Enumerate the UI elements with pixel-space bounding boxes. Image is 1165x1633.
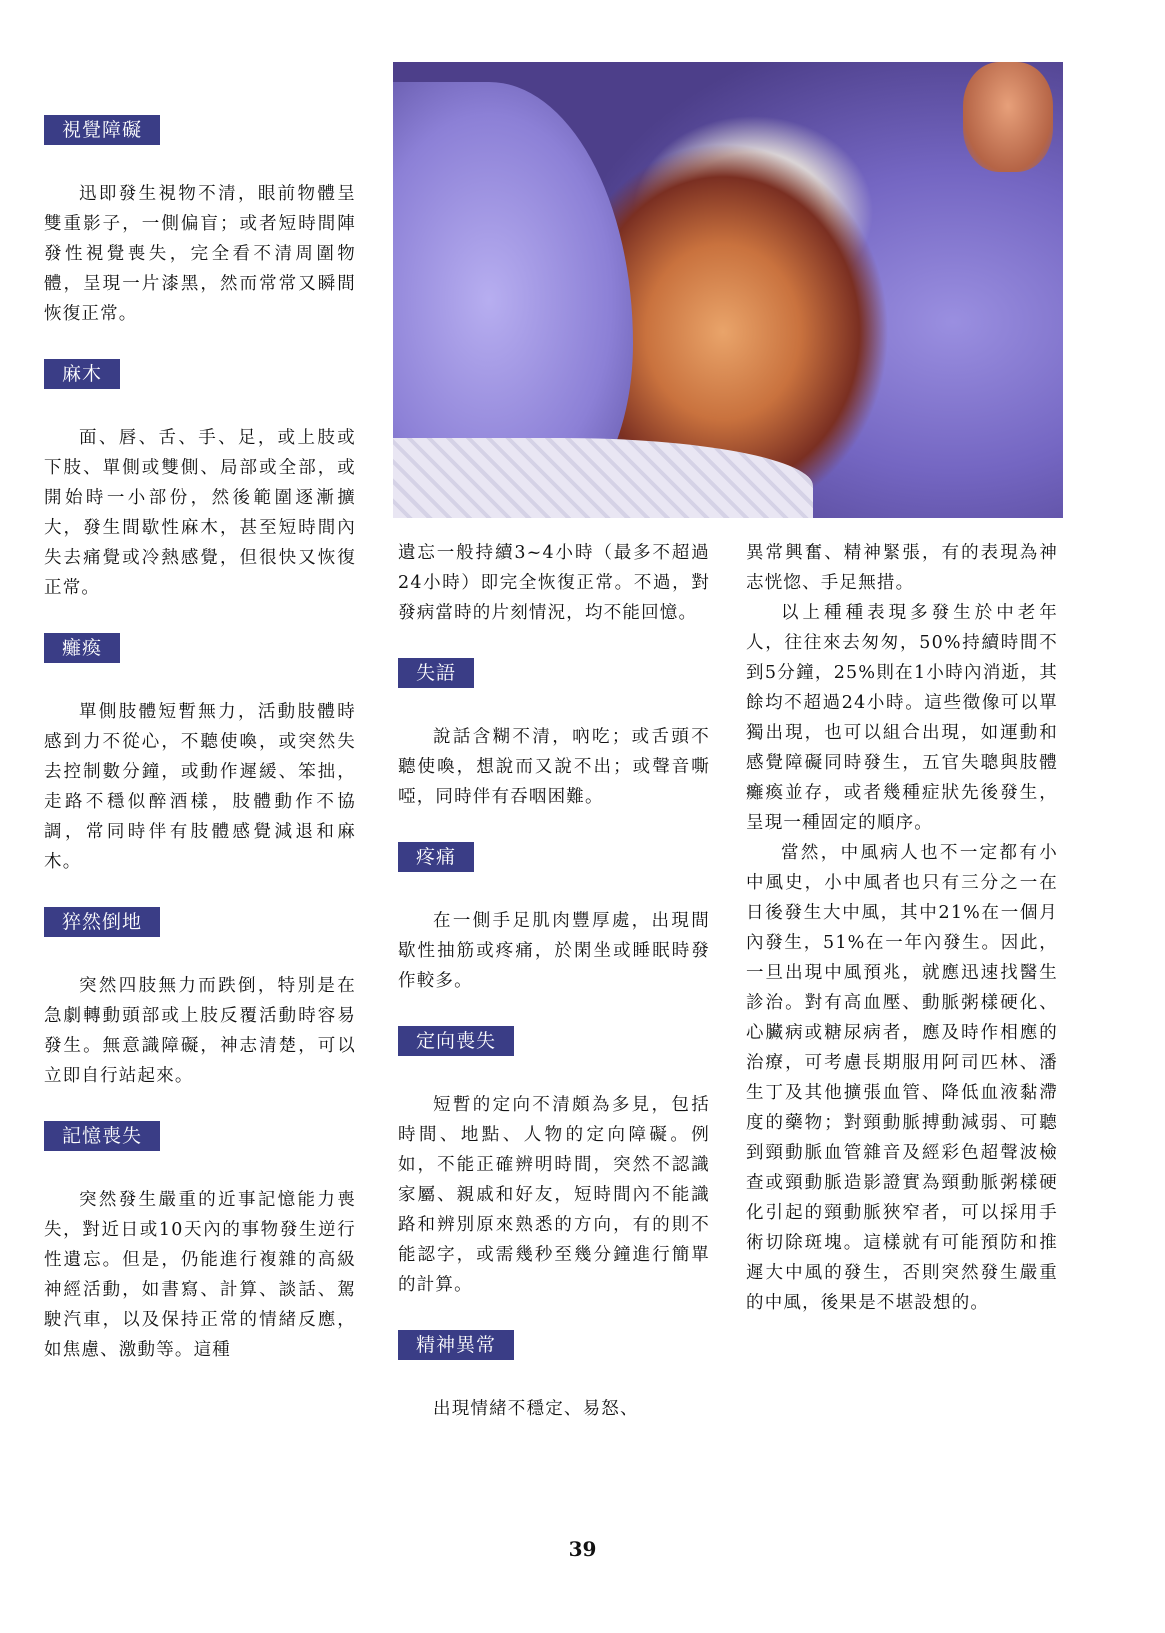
body-paragraph: 當然，中風病人也不一定都有小中風史，小中風者也只有三分之一在日後發生大中風，其中21%在一個月內發生，51%在一年內發生。因此，一旦出現中風預兆，就應迅速找醫生診治。對有高血壓、動脈粥樣硬化、心臟病或糖尿病者，應及時作相應的治療，可考慮長期服用阿司匹林、潘生丁及其他擴張血管、降低血液黏滯度的藥物；對頸動脈搏動減弱、可聽到頸動脈血管雜音及經彩色超聲波檢查或頸動脈造影證實為頸動脈粥樣硬化引起的頸動脈狹窄者，可以採用手術切除斑塊。這樣就有可能預防和推遲大中風的發生，否則突然發生嚴重的中風，後果是不堪設想的。 [746, 843, 1058, 1313]
section-mental-abnormality [398, 1330, 710, 1424]
section-disorientation [398, 1026, 710, 1300]
section-paragraph: 在一側手足肌肉豐厚處，出現間歇性抽筋或疼痛，於閑坐或睡眠時發作較多。 [398, 911, 710, 991]
section-paragraph: 迅即發生視物不清，眼前物體呈雙重影子，一側偏盲；或者短時間陣發性視覺喪失，完全看不清周圍物體，呈現一片漆黑，然而常常又瞬間恢復正常。 [44, 184, 356, 324]
section-memory-loss [44, 1121, 356, 1365]
hospital-gown [393, 438, 813, 518]
section-heading: 失語 [398, 658, 474, 688]
section-heading: 視覺障礙 [44, 115, 160, 145]
section-heading: 麻木 [44, 359, 120, 389]
left-column [44, 115, 356, 1365]
section-heading: 疼痛 [398, 842, 474, 872]
section-visual [44, 115, 356, 329]
section-paragraph: 說話含糊不清，吶吃；或舌頭不聽使喚，想說而又說不出；或聲音嘶啞，同時伴有吞咽困難。 [398, 727, 710, 807]
caregiver-hand [963, 62, 1053, 172]
section-heading: 記憶喪失 [44, 1121, 160, 1151]
section-heading: 精神異常 [398, 1330, 514, 1360]
section-heading: 癱瘓 [44, 633, 120, 663]
section-sudden-fall [44, 907, 356, 1091]
section-paragraph: 短暫的定向不清頗為多見，包括時間、地點、人物的定向障礙。例如，不能正確辨明時間，突然不認識家屬、親戚和好友，短時間內不能識路和辨別原來熟悉的方向，有的則不能認字，或需幾秒至幾分鐘進行簡單的計算。 [398, 1095, 710, 1295]
section-paragraph: 突然四肢無力而跌倒，特別是在急劇轉動頭部或上肢反覆活動時容易發生。無意識障礙，神志清楚，可以立即自行站起來。 [44, 976, 356, 1086]
section-pain [398, 842, 710, 996]
section-paragraph: 出現情緒不穩定、易怒、 [433, 1399, 639, 1419]
section-paralysis [44, 633, 356, 877]
right-column [746, 538, 1058, 1318]
continued-paragraph: 遺忘一般持續3~4小時（最多不超過24小時）即完全恢復正常。不過，對發病當時的片刻情況，均不能回憶。 [398, 543, 710, 623]
continued-paragraph: 異常興奮、精神緊張，有的表現為神志恍惚、手足無措。 [746, 543, 1058, 593]
section-numbness [44, 359, 356, 603]
section-paragraph: 面、唇、舌、手、足，或上肢或下肢、單側或雙側、局部或全部，或開始時一小部份，然後範圍逐漸擴大，發生間歇性麻木，甚至短時間內失去痛覺或冷熱感覺，但很快又恢復正常。 [44, 428, 356, 598]
section-paragraph: 突然發生嚴重的近事記憶能力喪失，對近日或10天內的事物發生逆行性遺忘。但是，仍能進行複雜的高級神經活動，如書寫、計算、談話、駕駛汽車，以及保持正常的情緒反應，如焦慮、激動等。這種 [44, 1190, 356, 1360]
page-number: 39 [568, 1537, 597, 1561]
middle-column [398, 538, 710, 1424]
section-heading: 猝然倒地 [44, 907, 160, 937]
elderly-patient-photo [393, 62, 1063, 518]
section-aphasia [398, 658, 710, 812]
body-paragraph: 以上種種表現多發生於中老年人，往往來去匆匆，50%持續時間不到5分鐘，25%則在1小時內消逝，其餘均不超過24小時。這些徵像可以單獨出現，也可以組合出現，如運動和感覺障礙同時發生，五官失聰與肢體癱瘓並存，或者幾種症狀先後發生，呈現一種固定的順序。 [746, 603, 1058, 833]
section-heading: 定向喪失 [398, 1026, 514, 1056]
section-paragraph: 單側肢體短暫無力，活動肢體時感到力不從心，不聽使喚，或突然失去控制數分鐘，或動作遲緩、笨拙，走路不穩似醉酒樣，肢體動作不協調，常同時伴有肢體感覺減退和麻木。 [44, 702, 356, 872]
